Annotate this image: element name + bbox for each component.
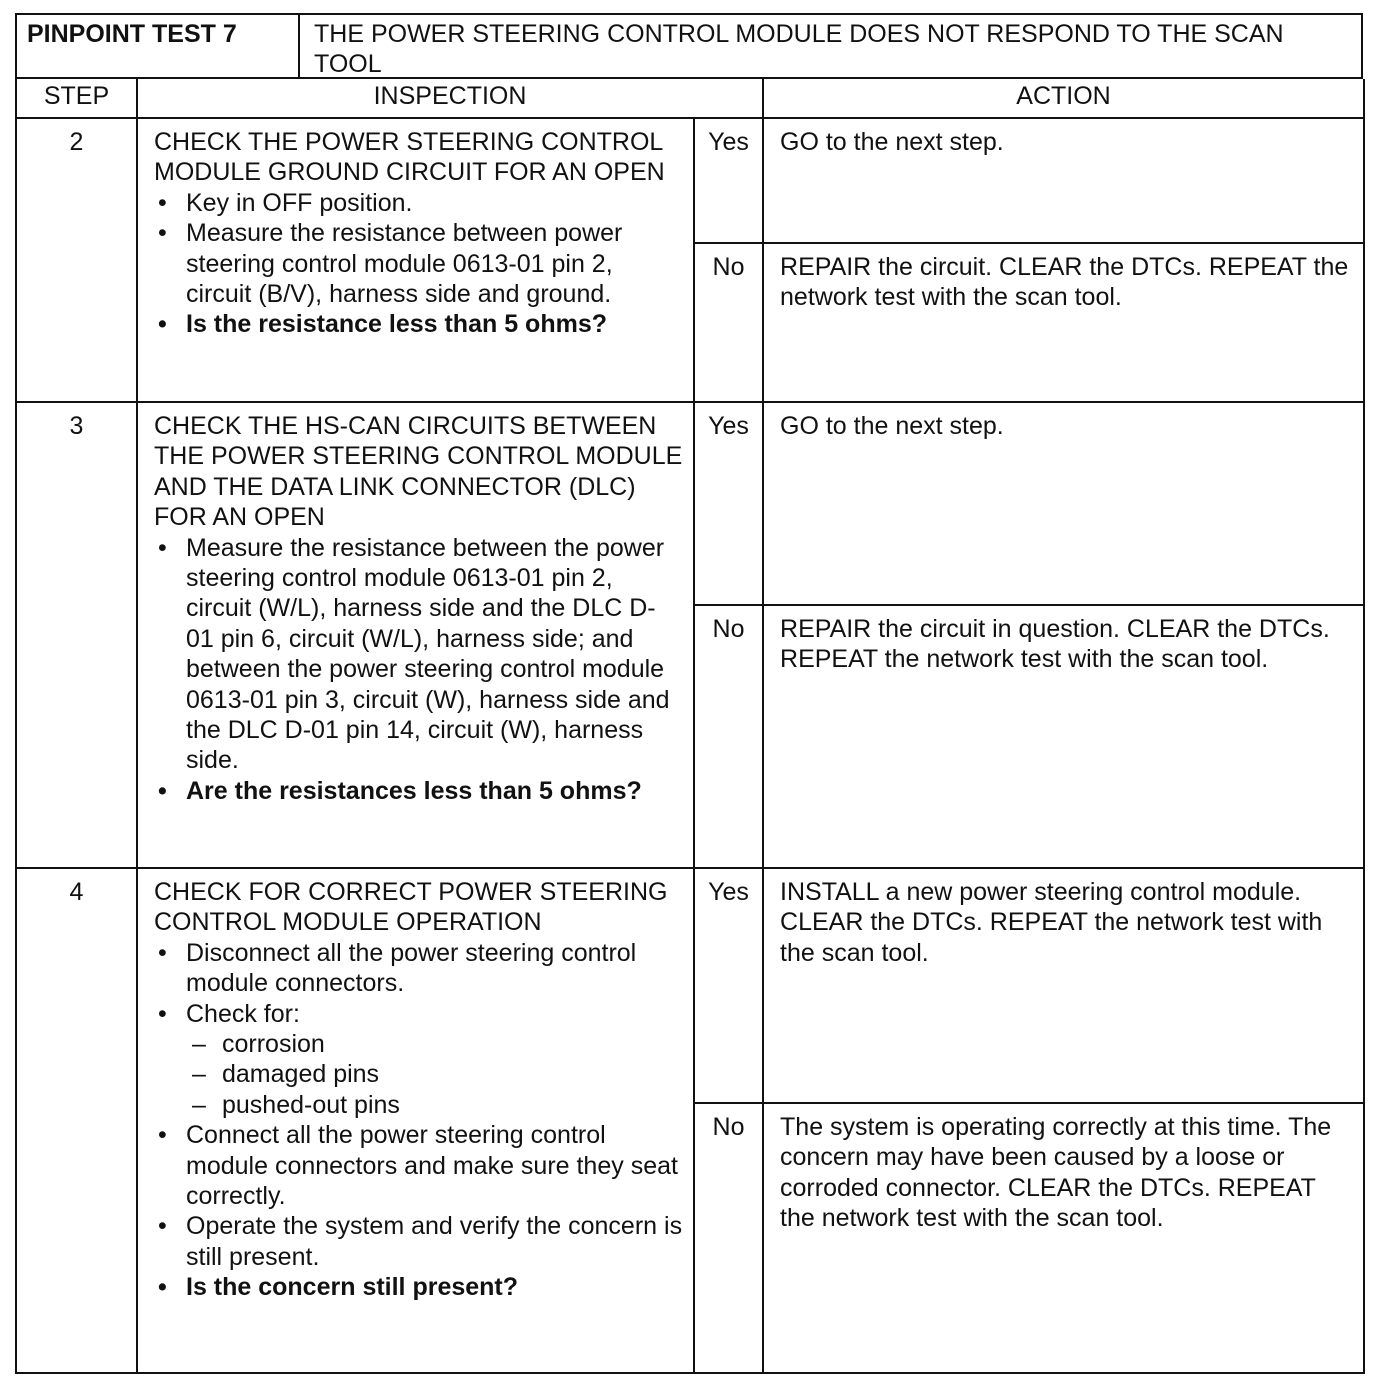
instruction-item: • Key in OFF position.: [154, 188, 683, 218]
instruction-item: • Measure the resistance between power steering control module 0613-01 pin 2, circuit (B/V), harness side and ground.: [154, 218, 683, 309]
instruction-item: • Connect all the power steering control module connectors and make sure they seat correctly.: [154, 1120, 683, 1211]
instruction-item: • Disconnect all the power steering control module connectors.: [154, 938, 683, 999]
column-header-inspection: INSPECTION: [137, 79, 763, 118]
step-title: CHECK THE POWER STEERING CONTROL MODULE GROUND CIRCUIT FOR AN OPEN: [154, 128, 665, 187]
column-header-row: [16, 79, 1364, 118]
yes-action: INSTALL a new power steering control module. CLEAR the DTCs. REPEAT the network test with the scan tool.: [763, 868, 1364, 1103]
instruction-item: [154, 999, 683, 1121]
step-3-yes-row: [16, 402, 1364, 605]
no-action: REPAIR the circuit in question. CLEAR the DTCs. REPEAT the network test with the scan tool.: [763, 605, 1364, 868]
inspection-question: • Are the resistances less than 5 ohms?: [154, 776, 683, 806]
check-item: – damaged pins: [186, 1059, 683, 1089]
test-header: [15, 13, 1363, 79]
inspection-table: [15, 79, 1365, 1374]
step-2-yes-row: [16, 118, 1364, 243]
step-number: 2: [16, 118, 137, 402]
step-number: 3: [16, 402, 137, 868]
check-for-label: Check for:: [186, 999, 300, 1028]
check-item: – pushed-out pins: [186, 1090, 683, 1120]
step-3-inspection: [137, 402, 694, 868]
test-title: THE POWER STEERING CONTROL MODULE DOES NOT RESPOND TO THE SCAN TOOL: [314, 20, 1284, 78]
column-header-step: STEP: [16, 79, 137, 118]
no-action: REPAIR the circuit. CLEAR the DTCs. REPEAT the network test with the scan tool.: [763, 243, 1364, 402]
step-title: CHECK THE HS-CAN CIRCUITS BETWEEN THE POWER STEERING CONTROL MODULE AND THE DATA LINK CONNECTOR (DLC) FOR AN OPEN: [154, 412, 683, 532]
test-label: PINPOINT TEST 7: [17, 15, 300, 77]
instruction-item: • Operate the system and verify the concern is still present.: [154, 1211, 683, 1272]
no-action: The system is operating correctly at this time. The concern may have been caused by a loose or corroded connector. CLEAR the DTCs. REPEAT the network test with the scan tool.: [763, 1103, 1364, 1373]
yes-action: GO to the next step.: [763, 118, 1364, 243]
step-4-inspection: [137, 868, 694, 1373]
inspection-question: • Is the concern still present?: [154, 1272, 683, 1302]
no-label: No: [694, 1103, 763, 1373]
check-list: [186, 1029, 683, 1120]
no-label: No: [694, 243, 763, 402]
yes-label: Yes: [694, 402, 763, 605]
pinpoint-test-document: [15, 13, 1363, 1374]
instruction-item: • Measure the resistance between the power steering control module 0613-01 pin 2, circuit (W/L), harness side and the DLC D-01 pin 6, circuit (W/L), harness side; and between the power steering control module 0613-01 pin 3, circuit (W), harness side and the DLC D-01 pin 14, circuit (W), harness side.: [154, 533, 683, 776]
yes-label: Yes: [694, 868, 763, 1103]
instruction-list: [154, 188, 683, 340]
no-label: No: [694, 605, 763, 868]
inspection-question: • Is the resistance less than 5 ohms?: [154, 309, 683, 339]
yes-action: GO to the next step.: [763, 402, 1364, 605]
check-item: – corrosion: [186, 1029, 683, 1059]
instruction-list: [154, 938, 683, 1303]
column-header-action: ACTION: [763, 79, 1364, 118]
step-4-yes-row: [16, 868, 1364, 1103]
step-number: 4: [16, 868, 137, 1373]
instruction-list: [154, 533, 683, 807]
yes-label: Yes: [694, 118, 763, 243]
step-2-inspection: [137, 118, 694, 402]
step-title: CHECK FOR CORRECT POWER STEERING CONTROL MODULE OPERATION: [154, 878, 668, 937]
